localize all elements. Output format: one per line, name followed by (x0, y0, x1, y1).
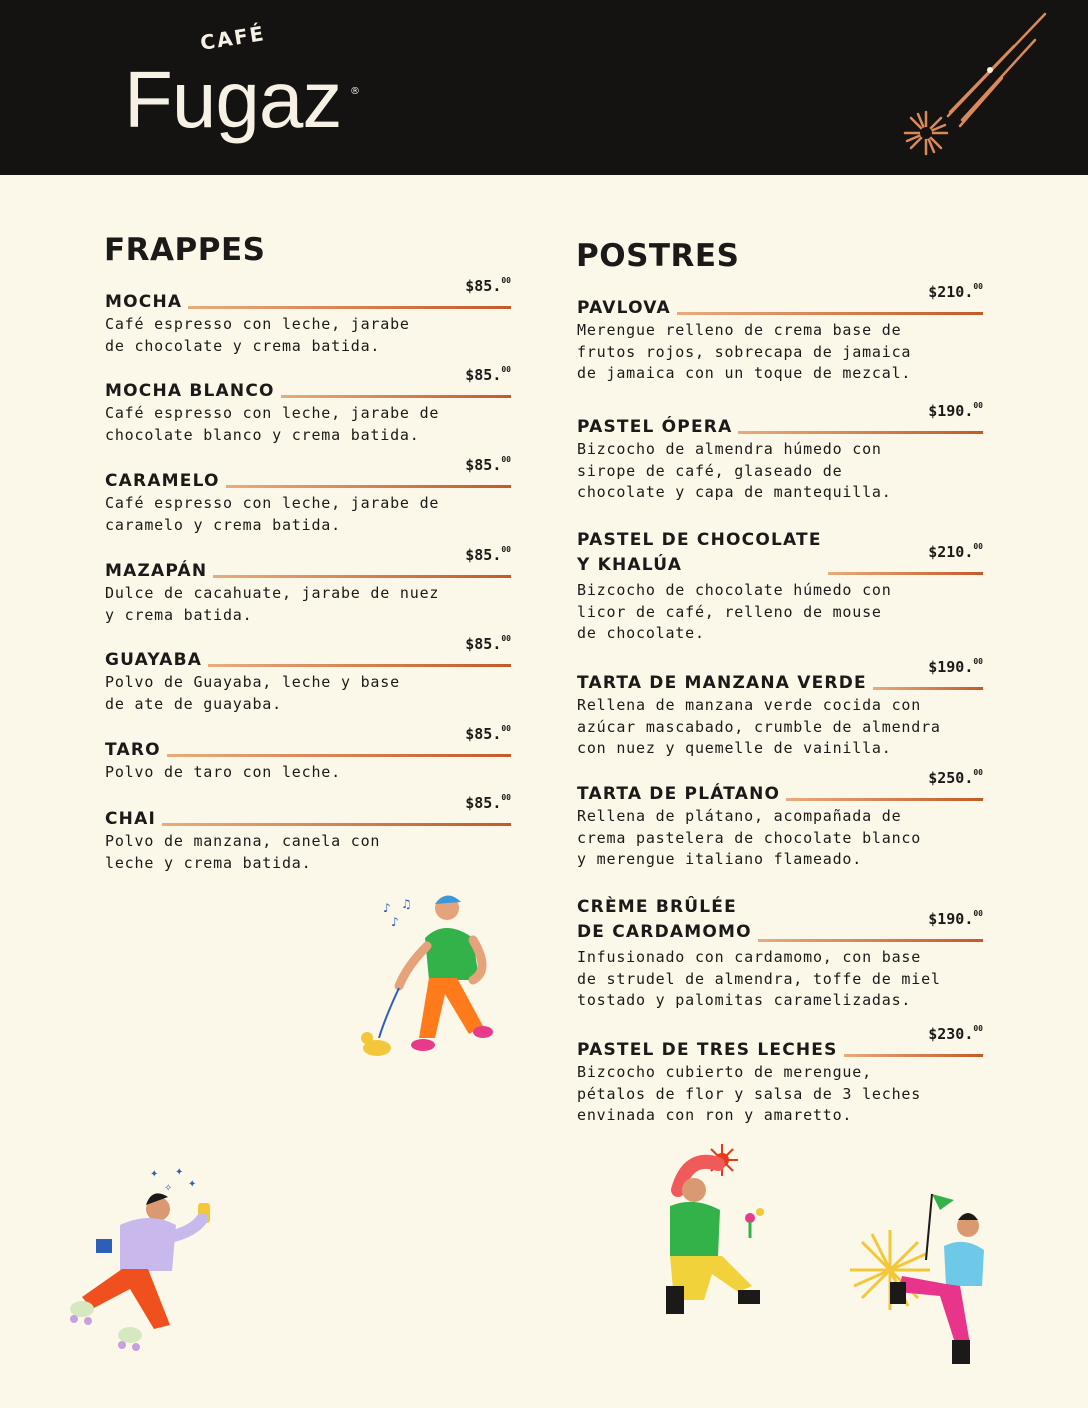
item-header (577, 282, 983, 320)
item-name: PASTEL DE TRES LECHES (577, 1040, 838, 1060)
menu-item-creme-brulee (577, 897, 983, 1012)
item-price: $210.00 (928, 282, 983, 301)
item-price: $85.00 (465, 545, 511, 564)
man-walking-dog-illustration (355, 890, 505, 1065)
item-description: Café espresso con leche, jarabe de caramelo y crema batida. (105, 494, 440, 534)
item-price: $85.00 (465, 365, 511, 384)
price-rule (786, 798, 983, 801)
logo-cafe-text: CAFÉ (198, 21, 267, 55)
item-description: Dulce de cacahuate, jarabe de nuez y crema batida. (105, 584, 440, 624)
item-description: Polvo de manzana, canela con leche y crema batida. (105, 832, 381, 872)
item-price: $190.00 (928, 657, 983, 676)
logo-fugaz-text: Fugaz (124, 55, 342, 144)
price-rule (738, 431, 983, 434)
svg-text:♪: ♪ (383, 901, 391, 915)
svg-text:✦: ✦ (150, 1169, 159, 1180)
item-description: Bizcocho de almendra húmedo con sirope de café, glaseado de chocolate y capa de mantequilla. (577, 440, 892, 501)
price-rule (828, 572, 983, 575)
price-rule (844, 1054, 983, 1057)
menu-item-mazapan (105, 545, 511, 626)
item-header (105, 793, 511, 831)
item-name: TARTA DE MANZANA VERDE (577, 673, 867, 693)
item-header (105, 545, 511, 583)
item-name: PASTEL DE CHOCOLATE Y KHALÚA (577, 530, 822, 575)
menu-item-chai (105, 793, 511, 874)
item-price: $85.00 (465, 276, 511, 295)
registered-mark: ® (350, 86, 360, 97)
svg-text:✦: ✦ (188, 1179, 197, 1190)
menu-item-tres-leches (577, 1024, 983, 1127)
item-description: Bizcocho cubierto de merengue, pétalos de flor y salsa de 3 leches envinada con ron y amaretto. (577, 1063, 922, 1124)
item-price: $85.00 (465, 724, 511, 743)
svg-text:♪: ♪ (391, 915, 399, 929)
frappes-title: FRAPPES (104, 232, 266, 268)
menu-item-guayaba (105, 634, 511, 715)
item-price: $250.00 (928, 768, 983, 787)
item-name: TARO (105, 740, 161, 760)
price-rule (758, 939, 983, 942)
item-price: $210.00 (928, 542, 983, 561)
svg-text:✧: ✧ (164, 1183, 173, 1194)
menu-item-pavlova (577, 282, 983, 385)
price-rule (226, 485, 511, 488)
item-description: Café espresso con leche, jarabe de chocolate blanco y crema batida. (105, 404, 440, 444)
price-rule (188, 306, 511, 309)
item-price: $85.00 (465, 455, 511, 474)
item-name: MOCHA (105, 292, 183, 312)
price-rule (873, 687, 983, 690)
item-header (577, 401, 983, 439)
item-description: Bizcocho de chocolate húmedo con licor de café, relleno de mouse de chocolate. (577, 581, 892, 642)
menu-item-caramelo (105, 455, 511, 536)
menu-item-taro (105, 724, 511, 784)
item-price: $190.00 (928, 909, 983, 928)
price-rule (213, 575, 511, 578)
item-header (577, 530, 983, 580)
item-name: CHAI (105, 809, 156, 829)
menu-item-tarta-platano (577, 768, 983, 871)
item-name: GUAYABA (105, 650, 203, 670)
item-header (577, 768, 983, 806)
man-kneeling-flowers-illustration (650, 1140, 780, 1320)
menu-item-tarta-manzana-verde (577, 657, 983, 760)
price-rule (167, 754, 511, 757)
item-header (577, 897, 983, 947)
price-rule (208, 664, 511, 667)
header-bar (0, 0, 1088, 175)
item-description: Polvo de taro con leche. (105, 763, 341, 781)
item-header (105, 724, 511, 762)
item-price: $230.00 (928, 1024, 983, 1043)
item-description: Polvo de Guayaba, leche y base de ate de guayaba. (105, 673, 400, 713)
item-name: PAVLOVA (577, 298, 671, 318)
menu-item-pastel-chocolate-khalua (577, 530, 983, 645)
item-header (105, 276, 511, 314)
item-name: TARTA DE PLÁTANO (577, 784, 781, 804)
item-header (577, 657, 983, 695)
item-price: $190.00 (928, 401, 983, 420)
item-description: Infusionado con cardamomo, con base de strudel de almendra, toffe de miel tostado y palomitas caramelizadas. (577, 948, 941, 1009)
svg-text:✦: ✦ (175, 1167, 184, 1178)
item-description: Rellena de manzana verde cocida con azúcar mascabado, crumble de almendra con nuez y quemelle de vainilla. (577, 696, 941, 757)
item-description: Rellena de plátano, acompañada de crema pastelera de chocolate blanco y merengue italiano flameado. (577, 807, 922, 868)
woman-with-flag-illustration (850, 1190, 1000, 1370)
svg-text:♫: ♫ (401, 897, 412, 911)
item-description: Café espresso con leche, jarabe de chocolate y crema batida. (105, 315, 410, 355)
item-header (105, 455, 511, 493)
item-header (577, 1024, 983, 1062)
shooting-star-icon (890, 8, 1060, 168)
item-header (105, 365, 511, 403)
item-name: MOCHA BLANCO (105, 381, 275, 401)
item-price: $85.00 (465, 793, 511, 812)
postres-title: POSTRES (576, 238, 740, 274)
item-name: PASTEL ÓPERA (577, 417, 733, 437)
menu-item-pastel-opera (577, 401, 983, 504)
price-rule (162, 823, 511, 826)
item-name: MAZAPÁN (105, 561, 208, 581)
menu-item-mocha (105, 276, 511, 357)
woman-rollerskating-illustration (60, 1165, 230, 1355)
item-name: CARAMELO (105, 471, 220, 491)
item-description: Merengue relleno de crema base de frutos rojos, sobrecapa de jamaica de jamaica con un toque de mezcal. (577, 321, 912, 382)
item-price: $85.00 (465, 634, 511, 653)
menu-item-mocha-blanco (105, 365, 511, 446)
price-rule (677, 312, 983, 315)
item-name: CRÈME BRÛLÉE DE CARDAMOMO (577, 897, 752, 942)
item-header (105, 634, 511, 672)
price-rule (281, 395, 511, 398)
